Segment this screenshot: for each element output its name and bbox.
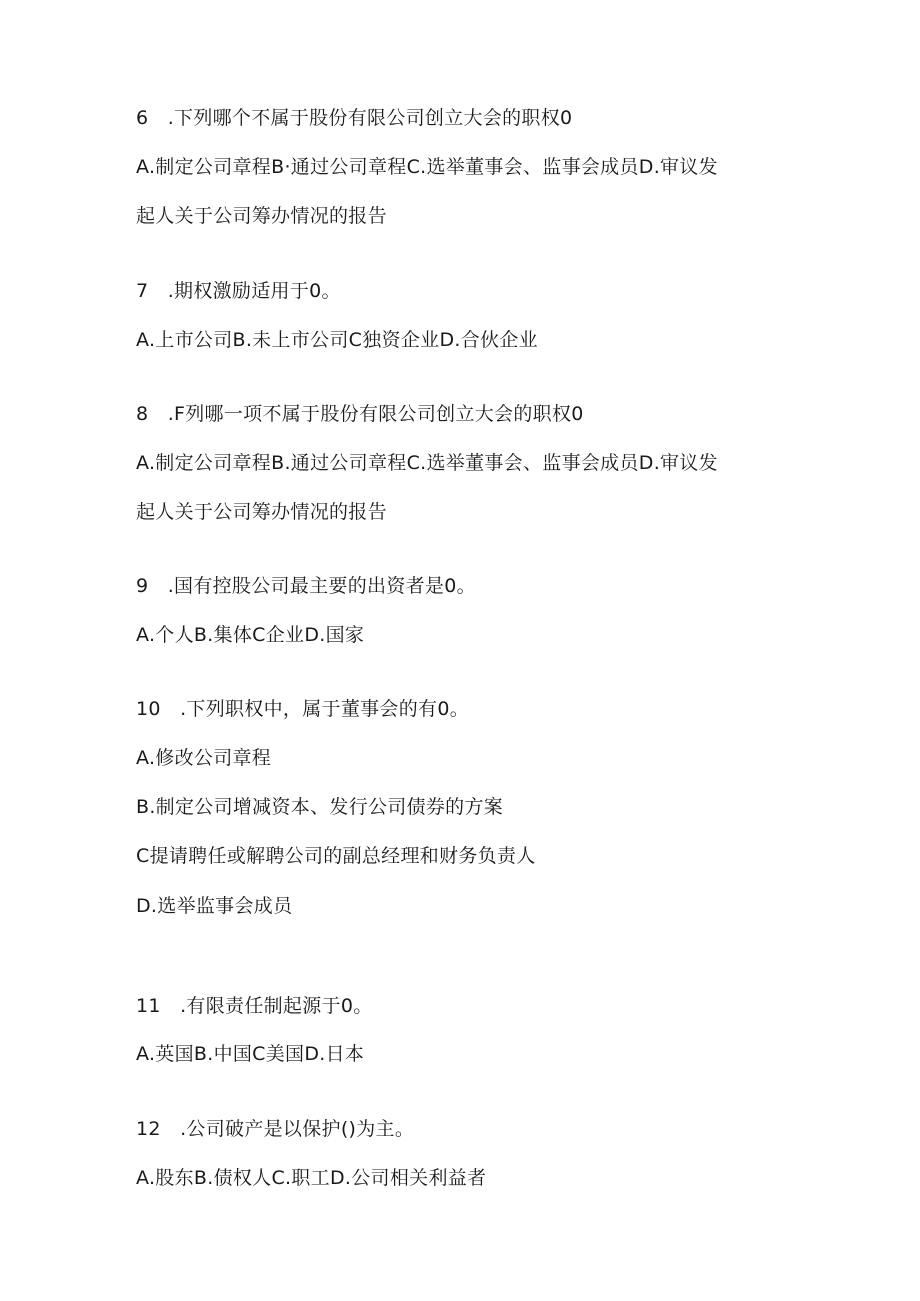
question-8-stem: 8 .F列哪一项不属于股份有限公司创立大会的职权0 [136, 403, 584, 425]
question-10-option-a: A.修改公司章程 [136, 747, 272, 769]
question-10-option-b: B.制定公司增减资本、发行公司债券的方案 [136, 796, 504, 818]
question-8-options-line-2: 起人关于公司筹办情况的报告 [136, 501, 387, 523]
question-6-options-line-1: A.制定公司章程B·通过公司章程C.选举董事会、监事会成员D.审议发 [136, 156, 718, 178]
question-12-stem: 12 .公司破产是以保护()为主。 [136, 1118, 415, 1140]
question-7-stem: 7 .期权激励适用于0。 [136, 280, 341, 302]
question-10-option-c: C提请聘任或解聘公司的副总经理和财务负责人 [136, 845, 536, 867]
question-10-option-d: D.选举监事会成员 [136, 895, 293, 917]
question-9-options: A.个人B.集体C企业D.国家 [136, 624, 365, 646]
question-7-options: A.上市公司B.未上市公司C独资企业D.合伙企业 [136, 329, 538, 351]
question-6-stem: 6 .下列哪个不属于股份有限公司创立大会的职权0 [136, 107, 573, 129]
question-6-options-line-2: 起人关于公司筹办情况的报告 [136, 205, 387, 227]
question-9-stem: 9 .国有控股公司最主要的出资者是0。 [136, 575, 476, 597]
question-11-stem: 11 .有限责任制起源于0。 [136, 995, 373, 1017]
question-11-options: A.英国B.中国C美国D.日本 [136, 1043, 365, 1065]
question-12-options: A.股东B.债权人C.职工D.公司相关利益者 [136, 1167, 487, 1189]
question-8-options-line-1: A.制定公司章程B.通过公司章程C.选举董事会、监事会成员D.审议发 [136, 452, 718, 474]
question-10-stem: 10 .下列职权中，属于董事会的有0。 [136, 698, 470, 720]
